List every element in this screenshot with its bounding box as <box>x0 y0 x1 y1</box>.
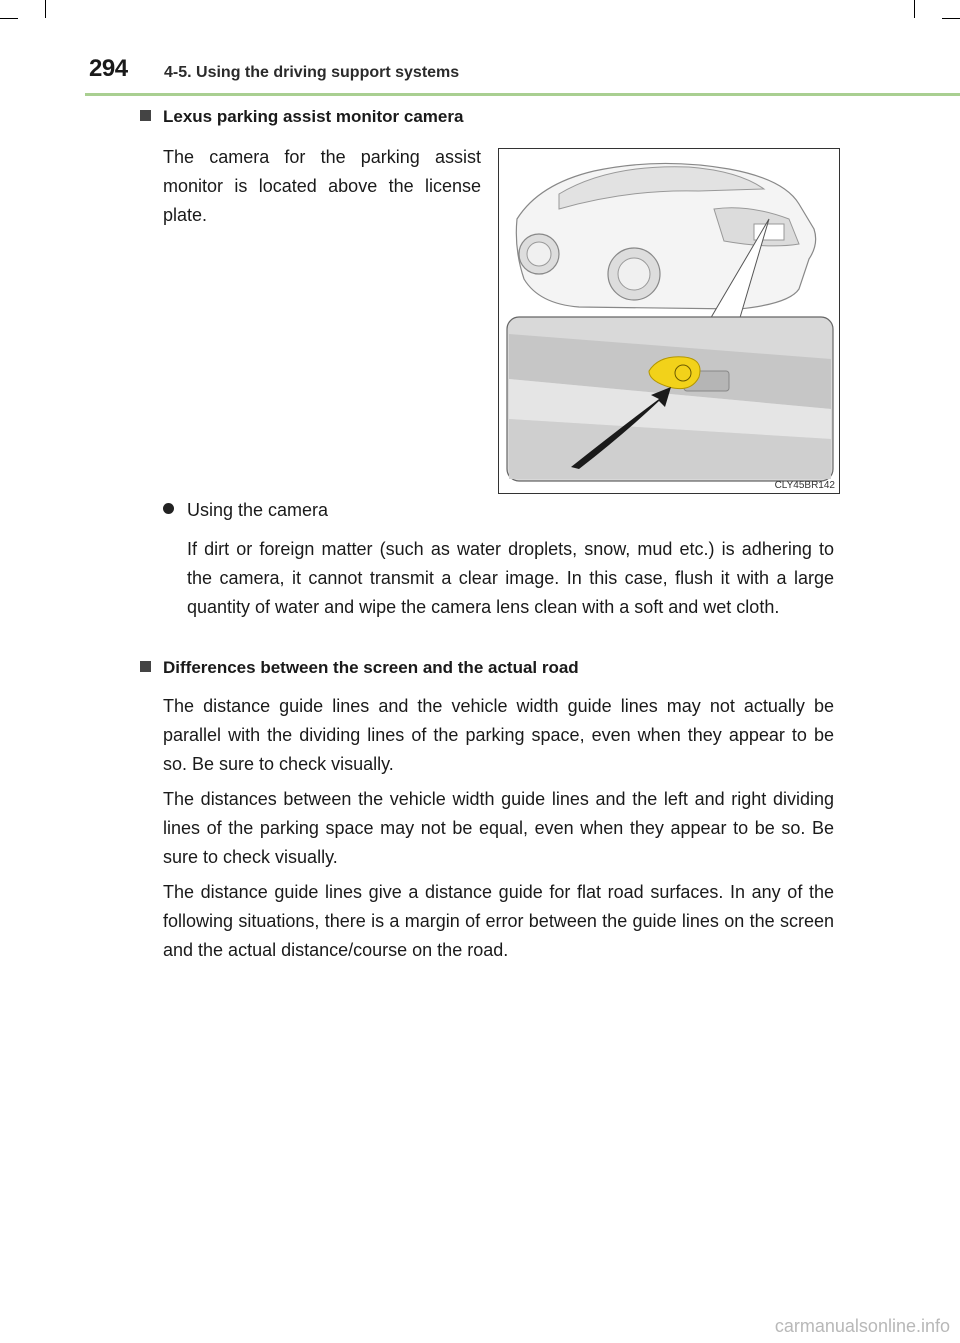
heading-differences-text: Differences between the screen and the actual road <box>163 658 579 677</box>
crop-mark <box>0 18 18 19</box>
crop-mark <box>942 18 960 19</box>
paragraph: The distances between the vehicle width guide lines and the left and right dividing lines of the parking space may not be equal, even when they appear to be so. Be sure to check visually. <box>163 789 834 867</box>
car-illustration <box>499 149 839 493</box>
bullet-dot-icon <box>163 503 174 514</box>
paragraph: The distance guide lines give a distance guide for flat road surfaces. In any of the following situations, there is a margin of error between the guide lines on the screen and the actual distance/course on the road. <box>163 882 834 960</box>
figure-code: CLY45BR142 <box>774 480 835 491</box>
header-rule <box>85 93 960 96</box>
crop-mark <box>45 0 46 18</box>
heading-camera <box>140 107 463 127</box>
bullet-paragraph: If dirt or foreign matter (such as water droplets, snow, mud etc.) is adhering to the camera, it cannot transmit a clear image. In this case, flush it with a large quantity of water and wipe the camera lens clean with a soft and wet cloth. <box>187 539 834 617</box>
heading-differences <box>140 658 579 678</box>
watermark: carmanualsonline.info <box>774 1316 950 1336</box>
bullet-using-camera <box>163 500 328 521</box>
section-title: 4-5. Using the driving support systems <box>164 64 460 81</box>
bullet-title-text: Using the camera <box>187 500 329 520</box>
square-bullet-icon <box>140 661 151 672</box>
heading-camera-text: Lexus parking assist monitor camera <box>163 107 464 126</box>
camera-location-figure <box>498 148 840 494</box>
paragraph: The distance guide lines and the vehicle width guide lines may not actually be parallel with the dividing lines of the parking space, even when they appear to be so. Be sure to check visually. <box>163 696 834 774</box>
square-bullet-icon <box>140 110 151 121</box>
page-number: 294 <box>89 55 128 82</box>
camera-intro: The camera for the parking assist monitor is located above the license plate. <box>163 147 481 225</box>
crop-mark <box>914 0 915 18</box>
